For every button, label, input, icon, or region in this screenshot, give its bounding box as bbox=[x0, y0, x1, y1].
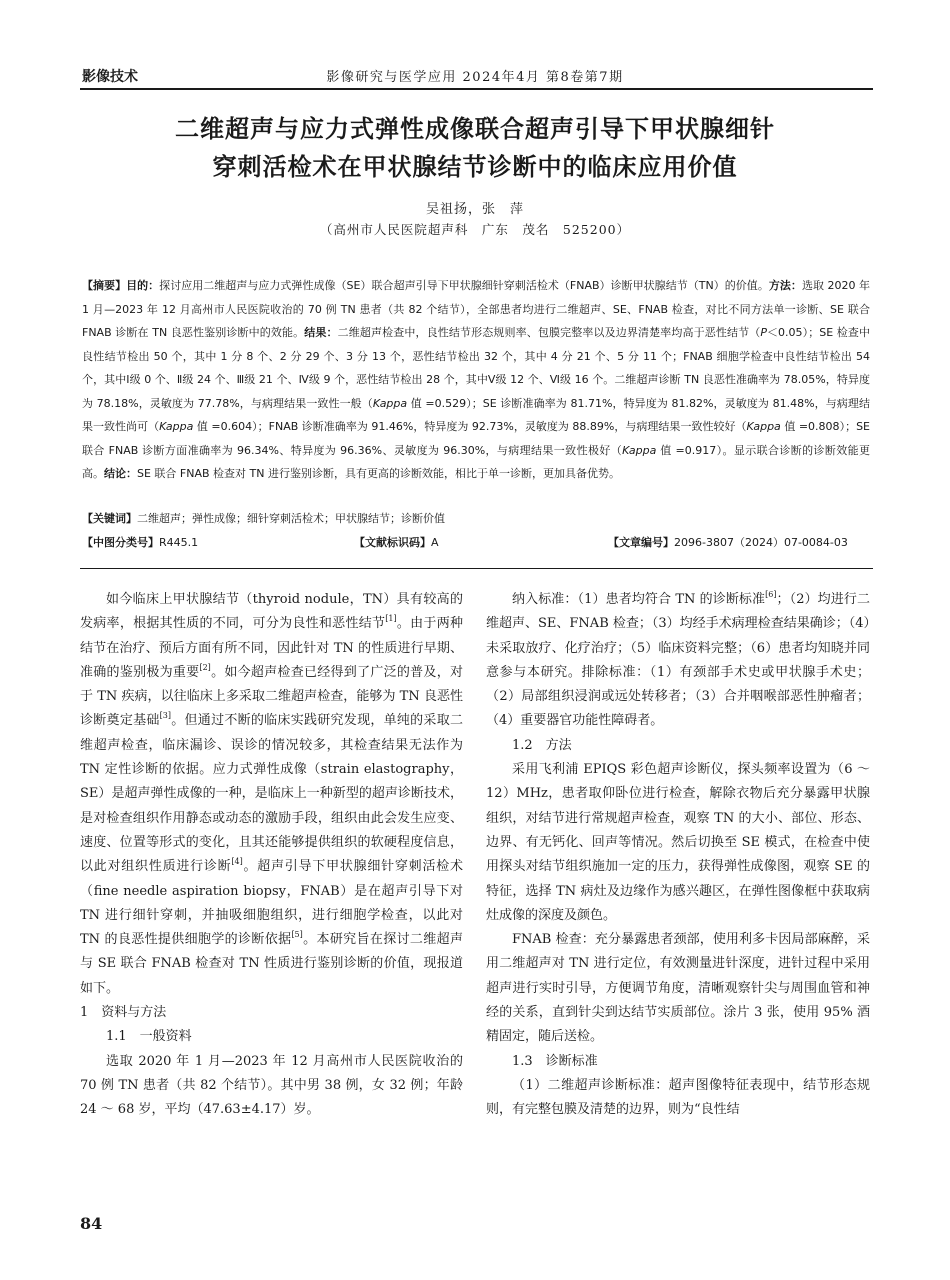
body-text: 。本研究旨在探讨二维超声与 SE 联合 FNAB 检查对 TN 性质进行鉴别诊断的价值，现报道如下。 bbox=[80, 932, 463, 996]
clc-field bbox=[82, 534, 198, 550]
criteria-paragraph bbox=[486, 588, 870, 734]
results-text-6: 值 =0.917）。显示联合诊断的诊断效能更高。 bbox=[82, 443, 871, 480]
article-number-field bbox=[608, 534, 848, 550]
p-symbol: P bbox=[760, 326, 767, 339]
article-number-value: 2096-3807（2024）07-0084-03 bbox=[674, 536, 848, 549]
body-text: 。如今超声检查已经得到了广泛的普及，对于 TN 疾病，以往临床上多采取二维超声检查，能够为 TN 良恶性诊断奠定基础 bbox=[80, 664, 463, 729]
kappa-symbol: Kappa bbox=[746, 420, 781, 433]
section-tag: 影像技术 bbox=[82, 69, 138, 85]
keywords-label: 【关键词】 bbox=[82, 512, 137, 525]
results-text-1: 二维超声检查中，良性结节形态规则率、包膜完整率以及边界清楚率均高于恶性结节（ bbox=[337, 326, 761, 339]
results-text-2: ＜0.05）；SE 检查中良性结节检出 50 个，其中 1 分 8 个、2 分 29 个、3 分 13 个，恶性结节检出 32 个，其中 4 分 21 个、5 分 11 个；FNAB 细胞学检查中良性结节检出 54 个，其中Ⅰ级 0 个、Ⅱ级 24 个、Ⅲ级 21 个、Ⅳ级 9 个，恶性结节检出 28 个，其中Ⅴ级 12 个、Ⅵ级 16 个。二维超声诊断 TN 良恶性准确率为 78.05%，特异度为 78.18%，灵敏度为 77.78%，与病理结果一致性一般（ bbox=[82, 326, 871, 410]
section-heading: 1 资料与方法 bbox=[80, 1005, 167, 1021]
doc-code-label: 【文献标识码】 bbox=[354, 536, 431, 549]
clc-value: R445.1 bbox=[159, 536, 199, 549]
doc-code-value: A bbox=[431, 536, 439, 549]
authors: 吴祖扬，张 萍 bbox=[425, 202, 524, 217]
abstract-label: 【摘要】 bbox=[82, 279, 127, 292]
keywords-text: 二维超声；弹性成像；细针穿刺活检术；甲状腺结节；诊断价值 bbox=[137, 512, 445, 525]
citation-ref: [1] bbox=[385, 614, 397, 624]
general-data-paragraph: 选取 2020 年 1 月—2023 年 12 月高州市人民医院收治的 70 例 TN 患者（共 82 个结节）。其中男 38 例，女 32 例；年龄 24 ～ 68 岁，平均（47.63±4.17）岁。 bbox=[80, 1053, 463, 1118]
body-text: 。但通过不断的临床实践研究发现，单纯的采取二维超声检查，临床漏诊、误诊的情况较多，其检查结果无法作为 TN 定性诊断的依据。应力式弹性成像（strain elastography，SE）是超声弹性成像的一种，是临床上一种新型的超声诊断技术，是对检查组织作用静态或动态的激励手段，组织由此会发生应变、速度、位置等形式的变化，且其还能够提供组织的软硬程度信息，以此对组织性质进行诊断 bbox=[80, 713, 463, 875]
body-rule bbox=[80, 568, 873, 569]
journal-running-head: 影像研究与医学应用 2024年4月 第8卷第7期 bbox=[326, 70, 624, 85]
affiliation: （高州市人民医院超声科 广东 茂名 525200） bbox=[319, 222, 631, 237]
purpose-text: 探讨应用二维超声与应力式弹性成像（SE）联合超声引导下甲状腺细针穿刺活检术（FNAB）诊断甲状腺结节（TN）的价值。 bbox=[159, 279, 769, 292]
body-text: 。超声引导下甲状腺细针穿刺活检术（fine needle aspiration biopsy，FNAB）是在超声引导下对 TN 进行细针穿刺，并抽吸细胞组织，进行细胞学检查，以此对 TN 的良恶性提供细胞学的诊断依据 bbox=[80, 859, 463, 948]
body-text: 如今临床上甲状腺结节（thyroid nodule，TN）具有较高的发病率，根据其性质的不同，可分为良性和恶性结节 bbox=[80, 592, 463, 632]
method-paragraph: 采用飞利浦 EPIQS 彩色超声诊断仪，探头频率设置为（6 ～ 12）MHz，患者取仰卧位进行检查，解除衣物后充分暴露甲状腺组织，对结节进行常规超声检查，观察 TN 的大小、部位、形态、边界、有无钙化、回声等情况。然后切换至 SE 模式，在检查中使用探头对结节组织施加一定的压力，获得弹性成像图，观察 SE 的特征，选择 TN 病灶及边缘作为感兴趣区，在弹性图像框中获取病灶成像的深度及颜色。 bbox=[486, 762, 870, 923]
body-right-column bbox=[486, 588, 870, 1123]
body-left-column bbox=[80, 588, 463, 1123]
citation-ref: [6] bbox=[765, 590, 777, 599]
conclusion-text: SE 联合 FNAB 检查对 TN 进行鉴别诊断，具有更高的诊断效能，相比于单一诊断，更加具备优势。 bbox=[137, 467, 620, 480]
body-text: ；（2）均进行二维超声、SE、FNAB 检查；（3）均经手术病理检查结果确诊；（4）未采取放疗、化疗治疗；（5）临床资料完整；（6）患者均知晓并同意参与本研究。排除标准：（1）有颈部手术史或甲状腺手术史；（2）局部组织浸润或远处转移者；（3）合并咽喉部恶性肿瘤者；（4）重要器官功能性障碍者。 bbox=[486, 592, 870, 729]
subsection-heading: 1.2 方法 bbox=[512, 737, 572, 753]
results-text-3: 值 =0.529）；SE 诊断准确率为 81.71%，特异度为 81.82%，灵敏度为 81.48%，与病理结果一致性尚可（ bbox=[82, 396, 870, 433]
body-text: 。由于两种结节在治疗、预后方面有所不同，因此针对 TN 的性质进行早期、准确的鉴别极为重要 bbox=[80, 616, 463, 680]
fnab-paragraph: FNAB 检查：充分暴露患者颈部，使用利多卡因局部麻醉，采用二维超声对 TN 进行定位，有效测量进针深度，进针过程中采用超声进行实时引导，方便调节角度，清晰观察针尖与周围血管和神经的关系，直到针尖到达结节实质部位。涂片 3 张，使用 95% 酒精固定，随后送检。 bbox=[486, 932, 870, 1045]
citation-ref: [3] bbox=[159, 711, 171, 721]
header-rule bbox=[80, 88, 873, 90]
intro-paragraph bbox=[80, 588, 463, 1001]
doc-code-field bbox=[354, 534, 439, 550]
body-text: 纳入标准：（1）患者均符合 TN 的诊断标准 bbox=[512, 592, 766, 607]
conclusion-label: 结论： bbox=[104, 467, 137, 480]
methods-text: 选取 2020 年 1 月—2023 年 12 月高州市人民医院收治的 70 例 TN 患者（共 82 个结节），全部患者均进行二维超声、SE、FNAB 检查，对比不同方法单一诊断、SE 联合 FNAB 诊断在 TN 良恶性鉴别诊断中的效能。 bbox=[82, 279, 871, 339]
kappa-symbol: Kappa bbox=[159, 420, 194, 433]
methods-label: 方法： bbox=[768, 279, 802, 292]
citation-ref: [4] bbox=[231, 857, 243, 867]
results-text-5: 值 =0.808）；SE 联合 FNAB 诊断方面准确率为 96.34%、特异度为 96.36%、灵敏度为 96.30%，与病理结果一致性极好（ bbox=[82, 420, 871, 457]
article-title-line-1: 二维超声与应力式弹性成像联合超声引导下甲状腺细针 bbox=[175, 115, 775, 143]
article-title-line-2: 穿刺活检术在甲状腺结节诊断中的临床应用价值 bbox=[212, 153, 738, 181]
keywords bbox=[82, 510, 445, 526]
diagnosis-criteria-paragraph: （1）二维超声诊断标准：超声图像特征表现中，结节形态规则，有完整包膜及清楚的边界，则为“良性结 bbox=[486, 1077, 870, 1118]
abstract bbox=[82, 274, 870, 486]
citation-ref: [2] bbox=[199, 662, 211, 672]
results-label: 结果： bbox=[304, 326, 338, 339]
kappa-symbol: Kappa bbox=[372, 396, 408, 410]
subsection-heading: 1.3 诊断标准 bbox=[512, 1053, 598, 1069]
subsection-heading: 1.1 一般资料 bbox=[106, 1029, 192, 1045]
results-text-4: 值 =0.604）；FNAB 诊断准确率为 91.46%，特异度为 92.73%，灵敏度为 88.89%，与病理结果一致性较好（ bbox=[193, 420, 747, 433]
clc-label: 【中图分类号】 bbox=[82, 536, 159, 549]
kappa-symbol: Kappa bbox=[622, 443, 657, 457]
citation-ref: [5] bbox=[291, 930, 303, 940]
page-number: 84 bbox=[80, 1214, 103, 1233]
article-number-label: 【文章编号】 bbox=[608, 536, 674, 549]
purpose-label: 目的： bbox=[126, 279, 160, 292]
